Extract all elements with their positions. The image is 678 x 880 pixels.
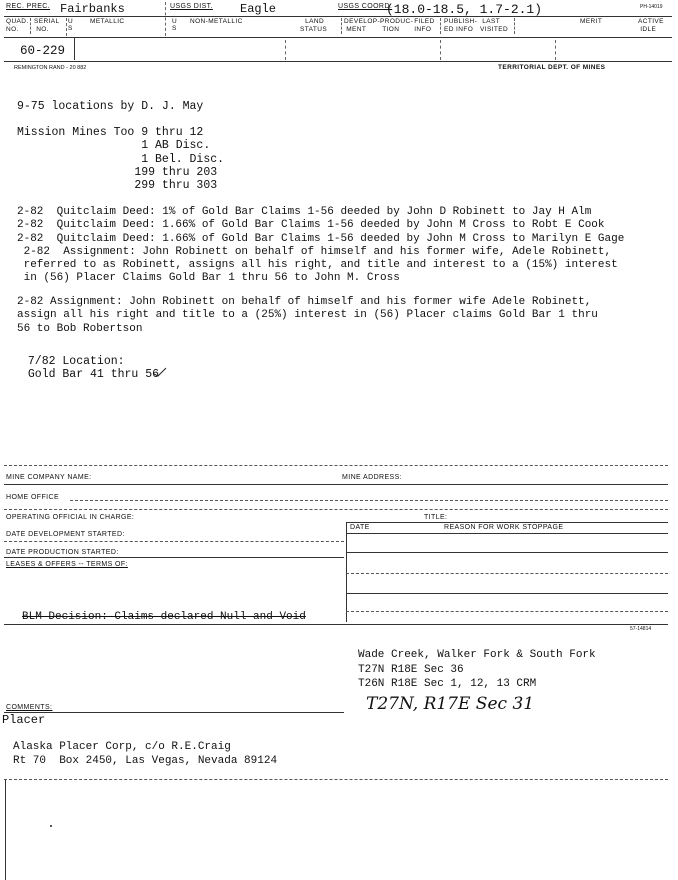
col-sep [165,2,166,36]
col-sep [341,18,342,34]
reason-col-label: REASON FOR WORK STOPPAGE [444,524,564,531]
form-rule [346,533,668,534]
date-development-label: DATE DEVELOPMENT STARTED: [6,531,125,538]
row-sep [285,40,286,60]
location-block: 7/82 Location: Gold Bar 41 thru 56 [27,355,160,382]
col-land-status: LAND STATUS [300,18,328,33]
col-development: DEVELOP- MENT [344,18,381,33]
form-vrule [346,522,347,622]
col-merit: MERIT [580,18,603,25]
form-rule [4,624,668,625]
header-top-rule [4,16,672,17]
small-number: 57-14814 [630,626,652,632]
row-sep [440,40,441,60]
col-sep [66,18,67,36]
usgs-coord-value: (18.0-18.5, 1.7-2.1) [386,2,543,17]
row-sep [555,40,556,60]
col-sep [30,18,31,34]
owner-block: Alaska Placer Corp, c/o R.E.Craig Rt 70 Box 2450, Las Vegas, Nevada 89124 [13,741,278,767]
speck [50,825,52,827]
usgs-dist-label: USGS DIST. [170,3,213,10]
form-rule [4,484,668,485]
form-rule [4,557,344,558]
col-production: PRODUC- TION [380,18,414,33]
col-sep [514,18,515,34]
home-office-label: HOME OFFICE [6,494,60,501]
territorial-dept: TERRITORIAL DEPT. OF MINES [498,64,606,71]
col-filed-info: FILED INFO [412,18,435,33]
title-label: TITLE: [424,514,448,521]
quad-number: 60-229 [20,44,66,58]
form-vrule [5,780,6,880]
form-rule [4,779,668,780]
col-last-visited: LAST VISITED [480,18,509,33]
comments-label: COMMENTS: [6,704,53,711]
leases-label: LEASES & OFFERS -- TERMS OF: [6,561,128,568]
col-serial-no: SERIAL NO. [34,18,60,33]
location-lines: Wade Creek, Walker Fork & South Fork T27N R18E Sec 36 T26N R18E Sec 1, 12, 13 CRM [358,649,596,690]
col-us-2: U S [172,18,178,32]
date-production-label: DATE PRODUCTION STARTED: [6,549,119,556]
row-sep [74,38,75,60]
operating-official-label: OPERATING OFFICIAL IN CHARGE: [6,514,135,521]
usgs-dist-value: Eagle [240,2,277,16]
col-active-idle: ACTIVE IDLE [638,18,664,33]
mine-address-label: MINE ADDRESS: [342,474,403,481]
form-rule [4,712,344,713]
form-number: PH-14019 [640,4,663,10]
col-sep [440,18,441,34]
usgs-coord-label: USGS COORD. [338,3,393,10]
form-rule [346,522,668,523]
col-non-metallic: NON-METALLIC [190,18,243,25]
assignment-block: 2-82 Assignment: John Robinett on behalf of himself and his former wife Adele Robinett, assign all his right and title to a (25%) interest in (56) Placer claims Gold Bar 1 thru 56 to Bob Robertson [17,296,598,335]
form-rule [4,465,668,466]
mine-company-name-label: MINE COMPANY NAME: [6,474,92,481]
header-mid-rule [4,37,672,38]
rec-prec-label: REC. PREC. [6,3,51,10]
form-rule [4,541,344,542]
col-published-info: PUBLISH- ED INFO [444,18,478,33]
col-metallic: METALLIC [90,18,125,25]
form-rule [346,573,668,574]
locations-line: 9-75 locations by D. J. May [17,100,204,113]
form-rule [346,611,668,612]
form-rule [346,593,668,594]
remington-line: REMINGTON RAND - 20 882 [14,65,87,71]
rec-prec-value: Fairbanks [60,2,125,16]
form-rule [4,509,668,510]
deeds-block: 2-82 Quitclaim Deed: 1% of Gold Bar Claims 1-56 deeded by John D Robinett to Jay H Alm 2-82 Quitclaim Deed: 1.66% of Gold Bar Claims 1-56 deeded by John M Cross to Robt E Cook 2-82 Quitclaim Deed: 1.66% of Gold Bar Claims 1-56 deeded by John M Cross to Marilyn E Gage 2-82 Assignment: John Robinett on behalf of himself and his former wife, Adele Robinett, referred to as Robinett, assigns all his right, and title and interest to a (15%) interest in (56) Placer Claims Gold Bar 1 thru 56 to John M. Cross [17,206,625,285]
mission-block: Mission Mines Too 9 thru 12 1 AB Disc. 1 Bel. Disc. 199 thru 203 299 thru 303 [17,126,225,193]
date-col-label: DATE [350,524,370,531]
check-mark-icon [153,367,167,377]
comments-value: Placer [2,713,46,727]
col-us: U S [68,18,74,32]
col-quad-no: QUAD. NO. [6,18,29,33]
handwritten-location: T27N, R17E Sec 31 [366,694,535,714]
form-rule [346,552,668,553]
header-bottom-rule [4,61,672,62]
form-rule [70,500,668,501]
blm-decision: BLM Decision: Claims declared Null and Void [22,611,306,623]
